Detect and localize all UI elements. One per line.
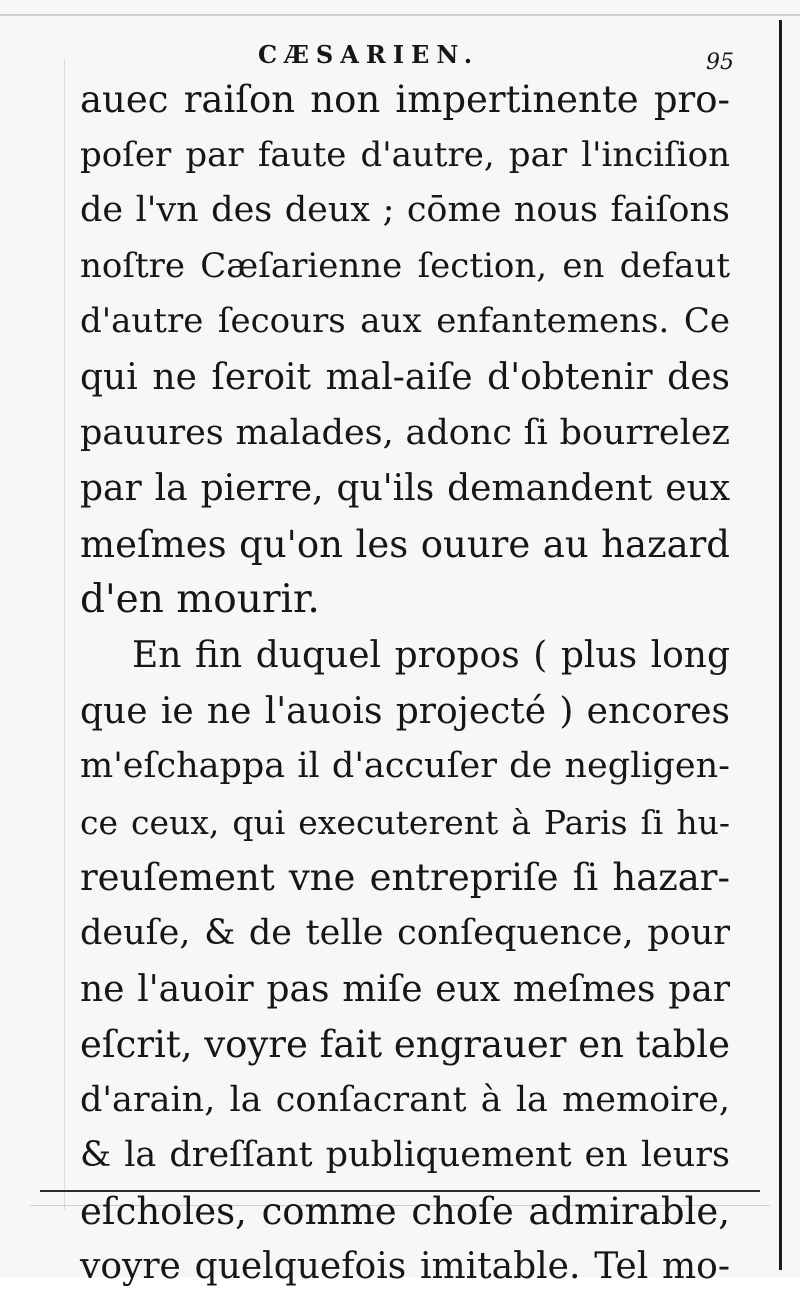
running-header xyxy=(0,36,800,76)
page-top-edge xyxy=(0,14,800,16)
text-line: auec raiſon non impertinente pro- xyxy=(80,78,730,121)
text-line: ce ceux, qui executerent à Paris ſi hu- xyxy=(80,802,730,842)
text-line: d'arain, la conſacrant à la memoire, xyxy=(80,1079,730,1120)
text-line: ne l'auoir pas miſe eux meſmes par xyxy=(80,968,730,1010)
text-line: poſer par faute d'autre, par l'inciſion xyxy=(80,134,730,175)
body-text xyxy=(80,72,730,1295)
text-line: reuſement vne entrepriſe ſi hazar- xyxy=(80,856,730,900)
text-line: d'autre ſecours aux enfantemens. Ce xyxy=(80,301,730,342)
text-line: deuſe, & de telle conſequence, pour xyxy=(80,912,730,953)
text-line: & la dreſſant publiquement en leurs xyxy=(80,1135,730,1176)
text-line: voyre quelquefois imitable. Tel mo- xyxy=(80,1246,730,1288)
text-line-paragraph-end: d'en mourir. xyxy=(80,577,320,623)
text-line: de l'vn des deux ; cōme nous faiſons xyxy=(80,190,730,231)
page-left-margin-line xyxy=(64,60,65,1210)
text-line: eſcrit, voyre fait engrauer en table xyxy=(80,1023,731,1067)
page-right-edge xyxy=(779,20,782,1270)
text-line: m'eſchappa il d'accuſer de negligen- xyxy=(80,746,730,787)
text-line: que ie ne l'auois projecté ) encores xyxy=(80,690,730,732)
page-number: 95 xyxy=(706,50,734,75)
text-line: qui ne ſeroit mal-aiſe d'obtenir des xyxy=(80,356,730,398)
text-line: meſmes qu'on les ouure au hazard xyxy=(80,522,730,566)
text-line: par la pierre, qu'ils demandent eux xyxy=(80,468,730,510)
text-line-paragraph-start: En fin duquel propos ( plus long xyxy=(132,634,730,676)
running-title: CÆSARIEN. xyxy=(258,40,480,69)
text-line: pauures malades, adonc ſi bourrelez xyxy=(80,412,730,453)
text-line: eſcholes, comme choſe admirable, xyxy=(80,1189,730,1233)
text-line: noſtre Cæſarienne ſection, en defaut xyxy=(80,245,730,286)
